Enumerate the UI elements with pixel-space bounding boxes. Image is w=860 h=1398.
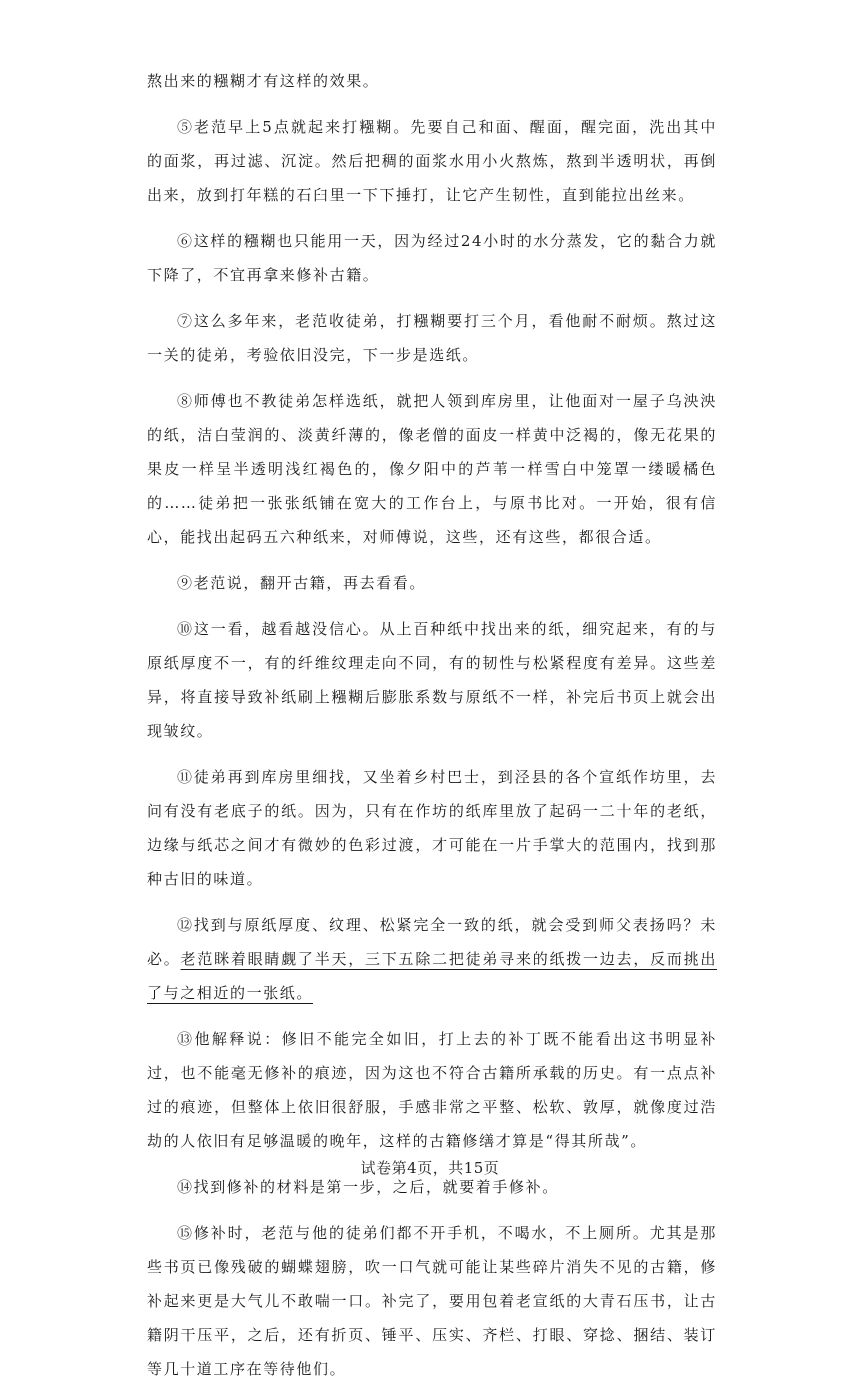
paragraph-15: ⑮修补时，老范与他的徒弟们都不开手机，不喝水，不上厕所。尤其是那些书页已像残破的蝴蝶翅膀，吹一口气就可能让某些碎片消失不见的古籍，修补起来更是大气儿不敢喘一口。补完了，要用包着老宣纸的大青石压书，让古籍阴干压平，之后，还有折页、锤平、压实、齐栏、打眼、穿捻、捆结、装订等几十道工序在等待他们。	[147, 1224, 717, 1378]
paragraph-6: ⑥这样的糨糊也只能用一天，因为经过24小时的水分蒸发，它的黏合力就下降了，不宜再拿来修补古籍。	[147, 232, 717, 284]
paragraph-9: ⑨老范说，翻开古籍，再去看看。	[177, 574, 427, 592]
paragraph-5: ⑤老范早上5点就起来打糨糊。先要自己和面、醒面，醒完面，洗出其中的面浆，再过滤、沉淀。然后把稠的面浆水用小火熬炼，熬到半透明状，再倒出来，放到打年糕的石臼里一下下捶打，让它产生韧性，直到能拉出丝来。	[147, 118, 717, 204]
paragraph-11: ⑪徒弟再到库房里细找，又坐着乡村巴士，到泾县的各个宣纸作坊里，去问有没有老底子的纸。因为，只有在作坊的纸库里放了起码一二十年的老纸，边缘与纸芯之间才有微妙的色彩过渡，才可能在一片手掌大的范围内，找到那种古旧的味道。	[147, 768, 717, 888]
paragraph-13: ⑬他解释说：修旧不能完全如旧，打上去的补丁既不能看出这书明显补过，也不能毫无修补的痕迹，因为这也不符合古籍所承载的历史。有一点点补过的痕迹，但整体上依旧很舒服，手感非常之平整、松软、敦厚，就像度过浩劫的人依旧有足够温暖的晚年，这样的古籍修缮才算是“得其所哉”。	[147, 1030, 717, 1150]
passage-body	[147, 64, 717, 1398]
paragraph-14: ⑭找到修补的材料是第一步，之后，就要着手修补。	[177, 1178, 559, 1196]
paragraph-12-text: ⑫找到与原纸厚度、纹理、松紧完全一致的纸，就会受到师父表扬吗？未必。	[147, 916, 717, 968]
paragraph-8: ⑧师傅也不教徒弟怎样选纸，就把人领到库房里，让他面对一屋子乌泱泱的纸，洁白莹润的、淡黄纤薄的，像老僧的面皮一样黄中泛褐的，像无花果的果皮一样呈半透明浅红褐色的，像夕阳中的芦苇一样雪白中笼罩一缕暖橘色的……徒弟把一张张纸铺在宽大的工作台上，与原书比对。一开始，很有信心，能找出起码五六种纸来，对师傅说，这些，还有这些，都很合适。	[147, 392, 717, 546]
underlined-sentence: 老范眯着眼睛觑了半天，三下五除二把徒弟寻来的纸拨一边去，反而挑出了与之相近的一张纸。	[147, 950, 718, 1002]
paragraph-7: ⑦这么多年来，老范收徒弟，打糨糊要打三个月，看他耐不耐烦。熬过这一关的徒弟，考验依旧没完，下一步是选纸。	[147, 312, 717, 364]
paragraph-12	[147, 908, 717, 1010]
paragraph-continuation: 熬出来的糨糊才有这样的效果。	[147, 72, 380, 90]
paragraph-10: ⑩这一看，越看越没信心。从上百种纸中找出来的纸，细究起来，有的与原纸厚度不一，有的纤维纹理走向不同，有的韧性与松紧程度有差异。这些差异，将直接导致补纸刷上糨糊后膨胀系数与原纸不一样，补完后书页上就会出现皱纹。	[147, 620, 717, 740]
page-footer: 试卷第4页，共15页	[360, 1159, 500, 1177]
